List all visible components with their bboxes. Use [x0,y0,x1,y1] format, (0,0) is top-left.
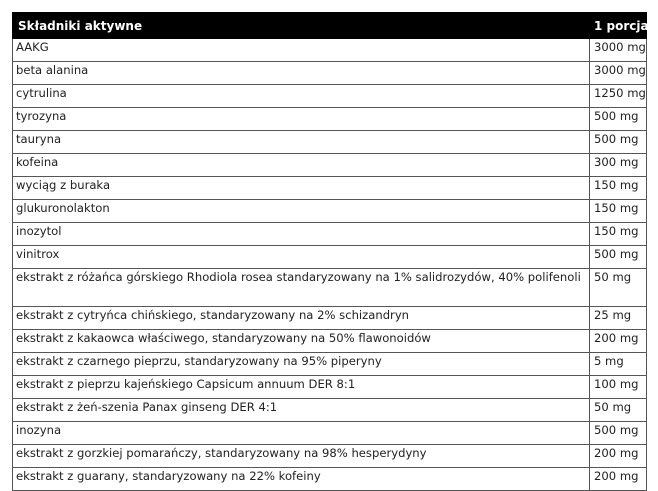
ingredient-dose: 50 mg [590,269,647,307]
table-row [13,177,647,200]
ingredient-name: tauryna [13,131,590,154]
ingredient-name: tyrozyna [13,108,590,131]
ingredient-name: beta alanina [13,62,590,85]
table-row [13,246,647,269]
ingredient-dose: 50 mg [590,399,647,422]
ingredient-name: glukuronolakton [13,200,590,223]
table-row [13,376,647,399]
header-ingredient: Składniki aktywne [13,13,590,39]
ingredient-dose: 100 mg [590,376,647,399]
ingredient-dose: 3000 mg [590,39,647,62]
ingredient-name: ekstrakt z kakaowca właściwego, standaryzowany na 50% flawonoidów [13,330,590,353]
table-row [13,62,647,85]
ingredient-dose: 500 mg [590,108,647,131]
ingredient-dose: 200 mg [590,330,647,353]
ingredients-table [12,12,647,491]
ingredient-name: ekstrakt z cytryńca chińskiego, standaryzowany na 2% schizandryn [13,307,590,330]
table-row [13,353,647,376]
table-row [13,200,647,223]
ingredient-name: ekstrakt z pieprzu kajeńskiego Capsicum annuum DER 8:1 [13,376,590,399]
table-row [13,154,647,177]
table-row [13,330,647,353]
ingredient-name: ekstrakt z gorzkiej pomarańczy, standaryzowany na 98% hesperydyny [13,445,590,468]
ingredient-dose: 150 mg [590,177,647,200]
ingredient-name: ekstrakt z czarnego pieprzu, standaryzowany na 95% piperyny [13,353,590,376]
header-serving: 1 porcja [590,13,647,39]
ingredient-name: ekstrakt z różańca górskiego Rhodiola rosea standaryzowany na 1% salidrozydów, 40% polifenoli [13,269,590,307]
ingredient-dose: 500 mg [590,246,647,269]
ingredient-name: kofeina [13,154,590,177]
table-row [13,445,647,468]
table-row [13,131,647,154]
table-row [13,269,647,307]
ingredients-table-container [12,12,649,491]
ingredient-dose: 25 mg [590,307,647,330]
ingredient-dose: 3000 mg [590,62,647,85]
ingredient-dose: 500 mg [590,422,647,445]
ingredient-dose: 1250 mg [590,85,647,108]
ingredient-name: inozytol [13,223,590,246]
ingredient-name: inozyna [13,422,590,445]
ingredient-dose: 150 mg [590,223,647,246]
ingredient-name: ekstrakt z żeń-szenia Panax ginseng DER 4:1 [13,399,590,422]
table-header-row [13,13,647,39]
ingredient-dose: 500 mg [590,131,647,154]
table-row [13,422,647,445]
ingredient-name: cytrulina [13,85,590,108]
ingredient-dose: 150 mg [590,200,647,223]
ingredient-name: AAKG [13,39,590,62]
ingredient-dose: 300 mg [590,154,647,177]
ingredient-dose: 5 mg [590,353,647,376]
table-row [13,85,647,108]
ingredient-name: wyciąg z buraka [13,177,590,200]
table-row [13,399,647,422]
ingredient-name: vinitrox [13,246,590,269]
table-row [13,307,647,330]
table-row [13,468,647,491]
table-row [13,39,647,62]
table-row [13,223,647,246]
ingredient-dose: 200 mg [590,468,647,491]
table-row [13,108,647,131]
ingredient-dose: 200 mg [590,445,647,468]
ingredient-name: ekstrakt z guarany, standaryzowany na 22% kofeiny [13,468,590,491]
